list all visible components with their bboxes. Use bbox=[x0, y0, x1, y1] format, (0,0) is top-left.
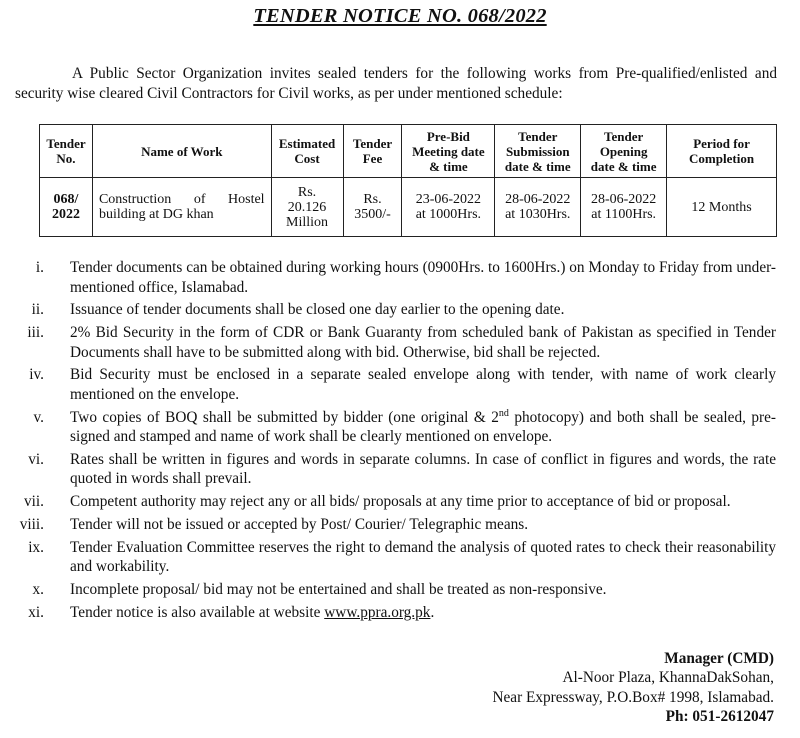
cell-period: 12 Months bbox=[667, 178, 777, 237]
list-item bbox=[0, 408, 776, 447]
list-item bbox=[0, 258, 776, 297]
item-number: ix. bbox=[28, 538, 44, 556]
item-text: Competent authority may reject any or all bids/ proposals at any time prior to acceptance of bid or proposal. bbox=[70, 493, 731, 511]
list-item bbox=[0, 450, 776, 489]
table-header-row bbox=[40, 125, 777, 178]
item-text: Rates shall be written in figures and words in separate columns. In case of conflict in figures and words, the rate quoted in words shall prevail. bbox=[70, 450, 776, 488]
cell-estimated-cost: Rs. 20.126 Million bbox=[271, 178, 343, 237]
list-item bbox=[0, 492, 776, 512]
item-text-cont: photocopy) and both shall be sealed, pre-signed and stamped and name of work shall be clearly mentioned on envelope. bbox=[70, 408, 776, 446]
tender-table bbox=[39, 124, 777, 237]
cell-tender-no: 068/ 2022 bbox=[40, 178, 93, 237]
header-period: Period for Completion bbox=[667, 125, 777, 178]
signatory-title: Manager (CMD) bbox=[664, 650, 774, 667]
header-tender-no: Tender No. bbox=[40, 125, 93, 178]
item-number: ii. bbox=[31, 301, 44, 319]
item-text: Bid Security must be enclosed in a separate sealed envelope along with tender, with name of work clearly mentioned on the envelope. bbox=[70, 366, 776, 403]
header-opening: Tender Opening date & time bbox=[581, 125, 667, 178]
header-tender-fee: Tender Fee bbox=[343, 125, 402, 178]
header-estimated-cost: Estimated Cost bbox=[271, 125, 343, 178]
cell-name-of-work: Construction of Hostel building at DG khan bbox=[92, 178, 271, 237]
item-superscript: nd bbox=[498, 407, 509, 419]
address-line-2: Near Expressway, P.O.Box# 1998, Islamabad. bbox=[492, 688, 774, 706]
item-text-cont: . bbox=[430, 603, 435, 621]
item-number: i. bbox=[35, 259, 44, 276]
item-text: 2% Bid Security in the form of CDR or Bank Guaranty from scheduled bank of Pakistan as specified in Tender Documents shall have to be submitted along with bid. Otherwise, bid shall be rejected. bbox=[70, 324, 776, 361]
list-item bbox=[0, 515, 776, 535]
item-number: vii. bbox=[24, 493, 44, 511]
item-text: Two copies of BOQ shall be submitted by bidder (one original & 2 bbox=[70, 408, 499, 426]
list-item bbox=[0, 538, 776, 577]
item-number: iii. bbox=[27, 324, 44, 342]
notice-title: TENDER NOTICE NO. 068/2022 bbox=[253, 5, 547, 27]
item-text: Tender notice is also available at website bbox=[70, 603, 325, 621]
header-pre-bid: Pre-Bid Meeting date & time bbox=[402, 125, 495, 178]
list-item bbox=[0, 603, 776, 623]
cell-submission: 28-06-2022 at 1030Hrs. bbox=[495, 178, 581, 237]
list-item bbox=[0, 323, 776, 362]
phone-number: Ph: 051-2612047 bbox=[665, 707, 774, 725]
list-item bbox=[0, 580, 776, 600]
website-link[interactable]: www.ppra.org.pk bbox=[324, 603, 431, 621]
conditions-list bbox=[0, 258, 776, 626]
header-submission: Tender Submission date & time bbox=[495, 125, 581, 178]
item-number: x. bbox=[32, 581, 44, 599]
item-text: Issuance of tender documents shall be closed one day earlier to the opening date. bbox=[70, 301, 565, 319]
item-number: xi. bbox=[28, 603, 44, 621]
table-row bbox=[40, 178, 777, 237]
item-number: vi. bbox=[28, 450, 44, 468]
item-text: Tender documents can be obtained during working hours (0900Hrs. to 1600Hrs.) on Monday to Friday from under- mentioned office, Islamabad. bbox=[70, 259, 776, 296]
intro-paragraph: A Public Sector Organization invites sealed tenders for the following works from Pre-qualified/enlisted and security wise cleared Civil Contractors for Civil works, as per under mentioned schedule: bbox=[15, 65, 777, 102]
item-text: Tender Evaluation Committee reserves the right to demand the analysis of quoted rates to check their reasonability and workability. bbox=[70, 538, 776, 576]
list-item bbox=[0, 300, 776, 320]
item-text: Incomplete proposal/ bid may not be entertained and shall be treated as non-responsive. bbox=[70, 581, 607, 599]
item-number: iv. bbox=[29, 366, 44, 384]
item-number: v. bbox=[33, 408, 44, 426]
header-name-of-work: Name of Work bbox=[92, 125, 271, 178]
address-line-1: Al-Noor Plaza, KhannaDakSohan, bbox=[562, 669, 774, 687]
item-number: viii. bbox=[19, 516, 44, 534]
cell-tender-fee: Rs. 3500/- bbox=[343, 178, 402, 237]
item-text: Tender will not be issued or accepted by Post/ Courier/ Telegraphic means. bbox=[70, 516, 529, 534]
cell-pre-bid: 23-06-2022 at 1000Hrs. bbox=[402, 178, 495, 237]
list-item bbox=[0, 365, 776, 404]
cell-opening: 28-06-2022 at 1100Hrs. bbox=[581, 178, 667, 237]
signature-block bbox=[492, 649, 774, 726]
